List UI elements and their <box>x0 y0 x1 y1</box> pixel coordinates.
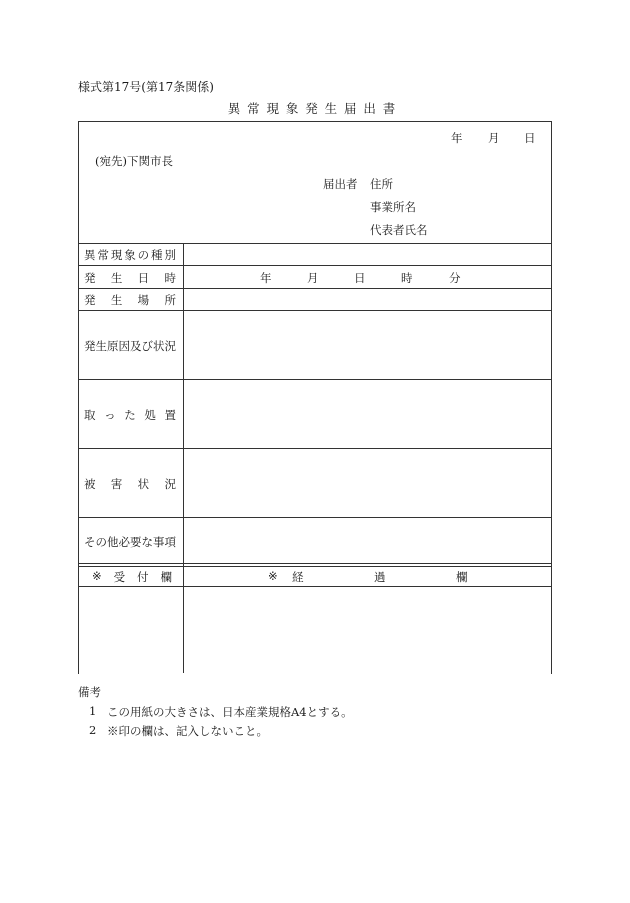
label-char: 生 <box>95 339 107 353</box>
label-char: ※ <box>92 569 102 583</box>
notifier-label: 届出者 <box>323 177 358 191</box>
double-divider-bottom <box>78 566 552 567</box>
form-table <box>78 121 552 674</box>
row-label-datetime <box>84 270 176 286</box>
addressee: (宛先)下関市長 <box>95 154 173 168</box>
datetime-minute-unit: 分 <box>449 271 461 285</box>
label-char: 象 <box>124 248 136 262</box>
datetime-hour-unit: 時 <box>401 271 413 285</box>
row-label-cause <box>84 338 176 354</box>
label-char: 況 <box>164 339 176 353</box>
form-number: 様式第17号(第17条関係) <box>78 80 214 94</box>
reception-column-header <box>92 569 172 585</box>
row-divider <box>78 310 552 311</box>
label-char: 被 <box>84 477 96 491</box>
date-day-label: 日 <box>524 131 536 145</box>
label-char: 付 <box>137 570 149 584</box>
note-2-text: ※印の欄は、記入しないこと。 <box>107 724 268 738</box>
column-divider <box>183 243 184 673</box>
label-char: 発 <box>84 293 96 307</box>
label-char: っ <box>104 408 116 422</box>
label-char: の <box>137 248 150 262</box>
note-2-number: 2 <box>89 723 97 737</box>
label-char: 他 <box>107 535 119 549</box>
progress-mark: ※ <box>268 569 278 583</box>
label-char: 種 <box>151 248 163 262</box>
row-divider <box>78 448 552 449</box>
row-label-action <box>84 407 176 423</box>
label-char: 発 <box>84 339 96 353</box>
label-char: 常 <box>97 248 109 262</box>
note-1-text: この用紙の大きさは、日本産業規格A4とする。 <box>107 705 353 719</box>
office-name-label: 事業所名 <box>370 200 416 214</box>
label-char: 況 <box>164 477 176 491</box>
row-divider <box>78 243 552 244</box>
datetime-day-unit: 日 <box>354 271 366 285</box>
address-label: 住所 <box>370 177 393 191</box>
row-divider <box>78 379 552 380</box>
note-1-number: 1 <box>89 704 97 718</box>
label-char: び <box>141 339 153 353</box>
notes-heading: 備考 <box>78 685 101 699</box>
label-char: 置 <box>164 408 176 422</box>
label-char: 原 <box>107 339 119 353</box>
row-divider <box>78 586 552 587</box>
label-char: 事 <box>153 535 165 549</box>
row-label-other <box>84 534 176 550</box>
label-char: 所 <box>164 293 176 307</box>
representative-name-label: 代表者氏名 <box>370 223 428 237</box>
progress-char-2: 過 <box>374 570 386 584</box>
row-label-place <box>84 292 176 308</box>
date-month-label: 月 <box>488 131 500 145</box>
label-char: 欄 <box>160 570 172 584</box>
label-char: 要 <box>130 535 142 549</box>
row-divider <box>78 265 552 266</box>
page-title: 異常現象発生届出書 <box>227 101 403 116</box>
label-char: 状 <box>153 339 165 353</box>
label-char: 別 <box>164 248 176 262</box>
label-char: 異 <box>84 248 96 262</box>
label-char: の <box>95 535 107 549</box>
label-char: 場 <box>137 293 150 307</box>
row-label-type <box>84 247 176 263</box>
label-char: 因 <box>118 339 130 353</box>
label-char: 害 <box>110 477 123 491</box>
label-char: な <box>141 535 153 549</box>
label-char: 生 <box>110 271 123 285</box>
double-divider-top <box>78 563 552 564</box>
datetime-year-unit: 年 <box>260 271 272 285</box>
label-char: 現 <box>110 248 123 262</box>
label-char: 受 <box>113 570 126 584</box>
label-char: 項 <box>164 535 176 549</box>
row-label-damage <box>84 476 176 492</box>
label-char: 必 <box>118 535 130 549</box>
datetime-month-unit: 月 <box>307 271 319 285</box>
label-char: 時 <box>164 271 176 285</box>
row-divider <box>78 517 552 518</box>
label-char: 生 <box>110 293 123 307</box>
label-char: 日 <box>137 271 150 285</box>
label-char: 処 <box>144 408 156 422</box>
label-char: た <box>124 408 136 422</box>
progress-char-3: 欄 <box>456 570 468 584</box>
label-char: 取 <box>84 408 96 422</box>
row-divider <box>78 288 552 289</box>
date-year-label: 年 <box>451 131 463 145</box>
label-char: 及 <box>130 339 142 353</box>
progress-char-1: 経 <box>292 570 304 584</box>
label-char: 発 <box>84 271 96 285</box>
label-char: そ <box>84 535 96 549</box>
label-char: 状 <box>137 477 150 491</box>
